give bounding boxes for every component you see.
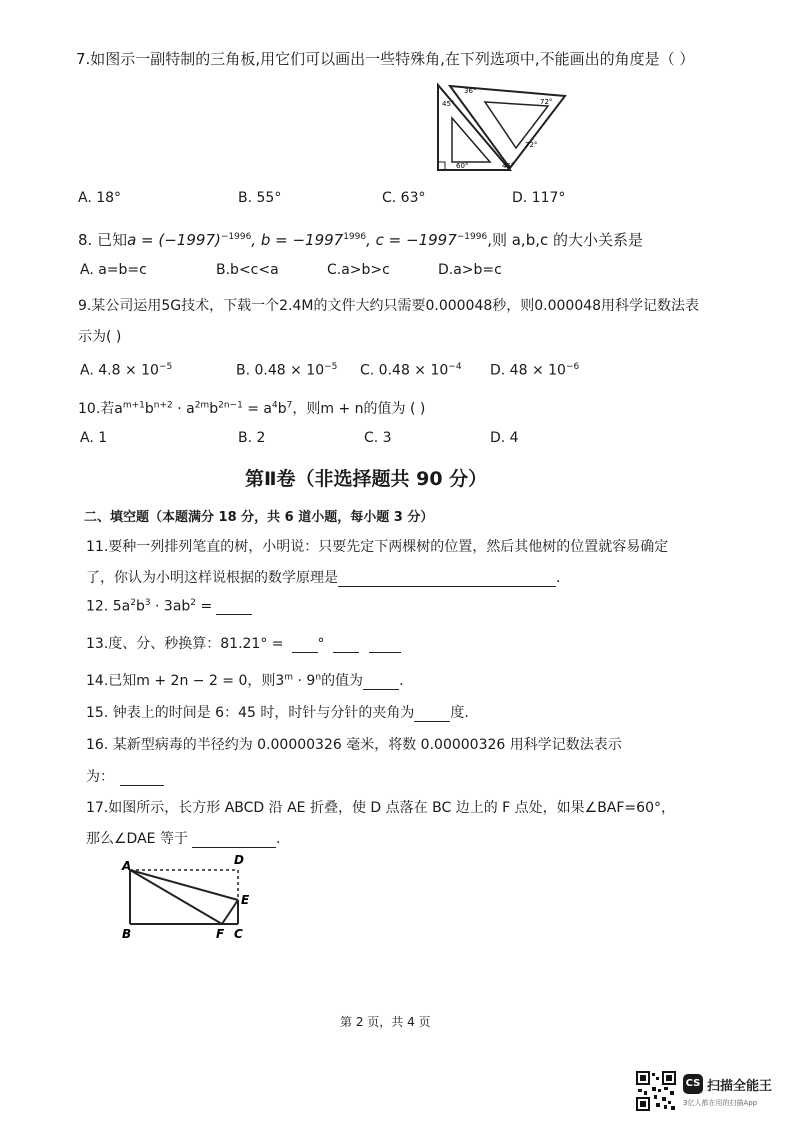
- fig-label-3: 72°: [540, 98, 553, 106]
- q9-option-d: D. $48 \times 10^{-6}$: [490, 362, 580, 379]
- q17-line1: 17.如图所示，长方形 ABCD 沿 AE 折叠，使 D 点落在 BC 边上的 F 点处，如果∠BAF=60°，: [86, 800, 675, 816]
- q16-line1: 16. 某新型病毒的半径约为 0.00000326 毫米，将数 0.00000326 用科学记数法表示: [86, 737, 622, 753]
- qr-code-icon: [636, 1071, 676, 1111]
- q14-answer-blank[interactable]: [363, 675, 399, 690]
- fig-label-1: 36°: [464, 87, 477, 95]
- q10-option-a: A. 1: [80, 430, 108, 446]
- q8-option-c: C.a>b>c: [327, 262, 390, 278]
- watermark-tagline: 3亿人都在用的扫描App: [683, 1099, 758, 1107]
- q13-text: 13.度、分、秒换算：81.21° = °: [86, 633, 401, 653]
- q17-answer-blank[interactable]: [192, 833, 276, 848]
- fig-label-6: 45°: [502, 162, 515, 170]
- fig-label-e: E: [241, 893, 250, 907]
- q7-text: 7.如图示一副特制的三角板,用它们可以画出一些特殊角,在下列选项中,不能画出的角度是（ ）: [76, 50, 695, 68]
- q8-option-b: B.b<c<a: [216, 262, 279, 278]
- q9-option-c: C. $0.48 \times 10^{-4}$: [360, 362, 462, 379]
- q7-option-b: B. 55°: [238, 190, 282, 206]
- q7-triangle-figure: [430, 80, 570, 175]
- q9-option-b: B. $0.48 \times 10^{-5}$: [236, 362, 338, 379]
- q11-line1: 11.要种一列排列笔直的树，小明说：只要先定下两棵树的位置，然后其他树的位置就容易确定: [86, 539, 669, 555]
- section2-subheading: 二、填空题（本题满分 18 分，共 6 道小题，每小题 3 分）: [84, 510, 434, 525]
- fig-label-f: F: [216, 927, 225, 941]
- q8-option-a: A. a=b=c: [80, 262, 147, 278]
- q14-text: 14.已知m + 2n − 2 = 0，则$3^m \cdot 9^n$的值为 .: [86, 672, 404, 689]
- watermark-brand: 扫描全能王: [707, 1079, 773, 1094]
- q16-answer-blank[interactable]: [120, 771, 164, 786]
- q9-line1: 9.某公司运用5G技术，下载一个2.4M的文件大约只需要0.000048秒，则0.000048用科学记数法表: [78, 298, 700, 314]
- fig-label-5: 60°: [456, 162, 469, 170]
- section2-heading: 第Ⅱ卷（非选择题共 90 分）: [245, 468, 488, 490]
- q13-second-blank[interactable]: [369, 638, 401, 653]
- q11-line2: 了，你认为小明这样说根据的数学原理是 .: [86, 570, 561, 586]
- q17-rectangle-figure: [110, 852, 270, 942]
- q12-text: 12. $5a^2b^3 \cdot 3ab^2$ =: [86, 598, 252, 615]
- q8-option-d: D.a>b=c: [438, 262, 502, 278]
- page-footer: 第 2 页，共 4 页: [340, 1015, 431, 1029]
- q13-minute-blank[interactable]: [333, 638, 359, 653]
- fig-label-4: 72°: [525, 141, 538, 149]
- q8-text: 8. 已知$a = (-1997)^{-1996}$, $b = -1997^{1996}$, $c = -1997^{-1996}$,则 a,b,c 的大小关系是: [78, 231, 644, 249]
- q7-option-a: A. 18°: [78, 190, 122, 206]
- q15-answer-blank[interactable]: [414, 707, 450, 722]
- camscanner-logo-icon: CS: [683, 1074, 703, 1094]
- q11-answer-blank[interactable]: [338, 572, 556, 587]
- fig-label-d: D: [234, 853, 244, 867]
- q9-line2: 示为( ): [78, 329, 122, 345]
- q9-option-a: A. $4.8 \times 10^{-5}$: [80, 362, 173, 379]
- fig-label-c: C: [234, 927, 243, 941]
- q15-text: 15. 钟表上的时间是 6：45 时，时针与分针的夹角为 度.: [86, 705, 469, 721]
- fig-label-b: B: [122, 927, 132, 941]
- q10-option-c: C. 3: [364, 430, 392, 446]
- q10-text: 10.若$a^{m+1}b^{n+2} \cdot a^{2m}b^{2n-1} = a^4b^7$，则m + n的值为 ( ): [78, 400, 426, 417]
- fig-label-a: A: [122, 859, 132, 873]
- q10-option-d: D. 4: [490, 430, 519, 446]
- q17-line2: 那么∠DAE 等于 .: [86, 831, 281, 847]
- q7-option-c: C. 63°: [382, 190, 426, 206]
- q12-answer-blank[interactable]: [216, 600, 252, 615]
- q16-line2: 为：: [86, 766, 164, 786]
- q13-degree-blank[interactable]: [292, 638, 318, 653]
- q7-option-d: D. 117°: [512, 190, 566, 206]
- q10-option-b: B. 2: [238, 430, 266, 446]
- fig-label-2: 45°: [442, 100, 455, 108]
